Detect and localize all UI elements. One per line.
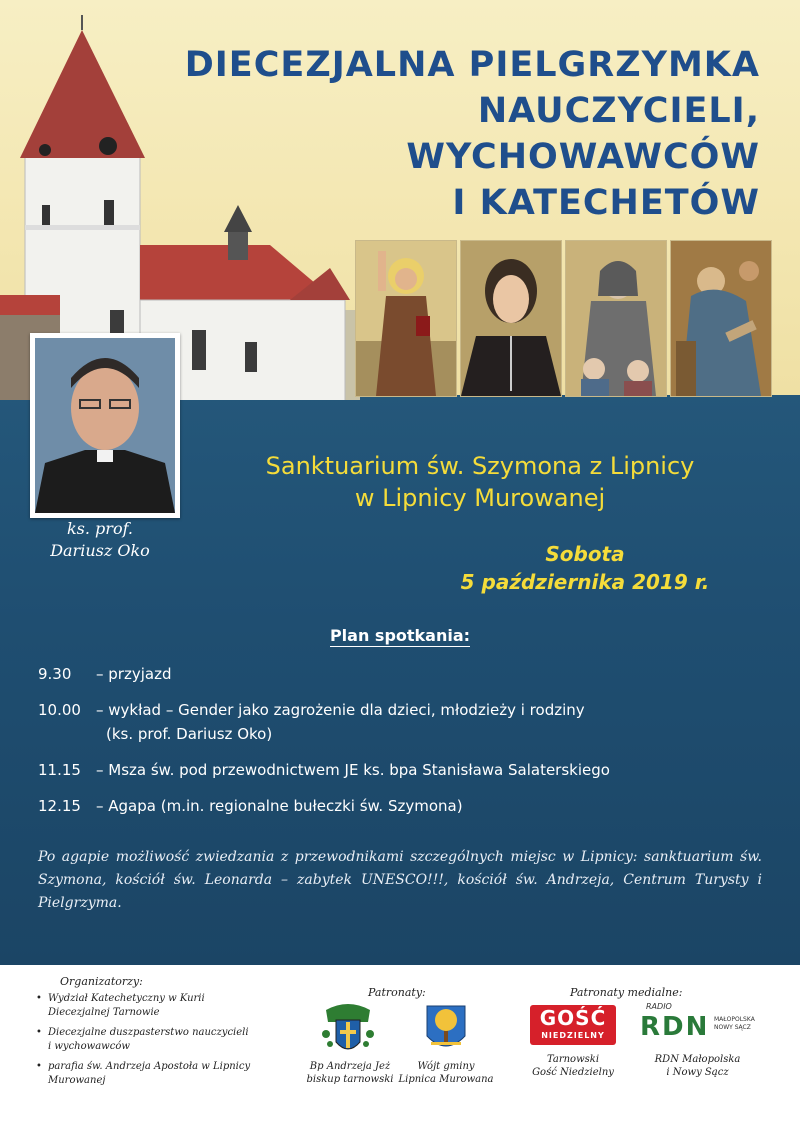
priest-caption-line-2: Dariusz Oko (50, 541, 150, 560)
organizer-item: • parafia św. Andrzeja Apostoła w Lipnicy Murowanej (36, 1060, 251, 1088)
media-patrons-title: Patronaty medialne: (570, 986, 683, 999)
organizers-list (36, 992, 251, 1094)
media-gosc-line-2: Gość Niedzielny (532, 1067, 614, 1078)
date-day: Sobota (545, 542, 625, 566)
event-date (420, 540, 750, 596)
rdn-logo-main: RDN (640, 1012, 710, 1042)
agenda-item (38, 794, 758, 818)
agenda-item (38, 662, 758, 686)
priest-caption (20, 518, 180, 562)
media-gosc-line-1: Tarnowski (546, 1054, 600, 1065)
patron-mayor (396, 1060, 496, 1086)
agenda-time: 10.00 (38, 701, 81, 719)
agenda-text: – przyjazd (96, 665, 172, 683)
gosc-logo-subtext: NIEDZIELNY (541, 1031, 605, 1040)
agenda-item (38, 698, 758, 746)
organizer-item: • Wydział Katechetyczny w Kurii Diecezjalnej Tarnowie (36, 992, 251, 1020)
gosc-logo-text: GOŚĆ (539, 1006, 607, 1030)
agenda-text: – Msza św. pod przewodnictwem JE ks. bpa Stanisława Salaterskiego (96, 761, 610, 779)
patron-mayor-line-1: Wójt gminy (417, 1061, 475, 1072)
media-gosc (523, 1053, 623, 1079)
agenda-list (38, 662, 758, 830)
patron-bishop-line-1: Bp Andrzeja Jeż (309, 1061, 391, 1072)
plan-title-text: Plan spotkania: (329, 626, 471, 645)
date-full: 5 października 2019 r. (460, 570, 710, 594)
gosc-niedzielny-logo (530, 1005, 616, 1045)
agenda-text: – Agapa (m.in. regionalne bułeczki św. Szymona) (96, 797, 463, 815)
title-line-2: NAUCZYCIELI, (477, 91, 760, 131)
after-agape-note: Po agapie możliwość zwiedzania z przewodnikami szczególnych miejsc w Lipnicy: sanktuarium św. Szymona, kościół św. Leonarda – zabytek UNESCO!!!, kościół św. Andrzeja, Centrum Turysty i Pielgrzyma. (38, 849, 762, 911)
portrait-saint-simon (355, 240, 457, 397)
agenda-time: 9.30 (38, 665, 72, 683)
title-line-4: I KATECHETÓW (452, 183, 760, 223)
agenda-subtext: (ks. prof. Dariusz Oko) (106, 725, 273, 743)
sanctuary-line-1: Sanktuarium św. Szymona z Lipnicy (265, 452, 695, 480)
priest-caption-line-1: ks. prof. (66, 519, 134, 538)
priest-photo (35, 338, 175, 513)
portrait-saint-painting (670, 240, 772, 397)
organizer-item: • Diecezjalne duszpasterstwo nauczycieli i wychowawców (36, 1026, 251, 1054)
patron-bishop-line-2: biskup tarnowski (306, 1074, 394, 1085)
municipality-coat-of-arms-icon (425, 1004, 467, 1056)
rdn-logo-side-1: MAŁOPOLSKA (714, 1016, 755, 1023)
media-rdn-line-1: RDN Małopolska (654, 1054, 741, 1065)
rdn-logo-side (714, 1016, 755, 1032)
agenda-text: – wykład – Gender jako zagrożenie dla dzieci, młodzieży i rodziny (96, 701, 585, 719)
portrait-saint-nun (565, 240, 667, 397)
patron-mayor-line-2: Lipnica Murowana (398, 1074, 494, 1085)
saints-portraits (355, 240, 770, 395)
sanctuary-line-2: w Lipnicy Murowanej (354, 484, 606, 512)
sanctuary-title (190, 450, 770, 514)
title-line-1: DIECEZJALNA PIELGRZYMKA (184, 45, 760, 85)
organizers-title: Organizatorzy: (60, 975, 143, 988)
priest-photo-frame (30, 333, 180, 518)
patrons-title: Patronaty: (368, 986, 426, 999)
agenda-time: 12.15 (38, 797, 81, 815)
plan-title (0, 626, 800, 645)
title-line-3: WYCHOWAWCÓW (406, 137, 760, 177)
bishop-coat-of-arms-icon (318, 1002, 378, 1058)
rdn-logo (640, 1002, 755, 1052)
agenda-item (38, 758, 758, 782)
media-rdn (640, 1053, 755, 1079)
poster-title (120, 42, 760, 226)
agenda-time: 11.15 (38, 761, 81, 779)
media-rdn-line-2: i Nowy Sącz (666, 1067, 729, 1078)
rdn-logo-side-2: NOWY SĄCZ (714, 1024, 751, 1031)
rdn-logo-radio: RADIO (646, 1002, 672, 1011)
portrait-saint-woman (460, 240, 562, 397)
patron-bishop (300, 1060, 400, 1086)
